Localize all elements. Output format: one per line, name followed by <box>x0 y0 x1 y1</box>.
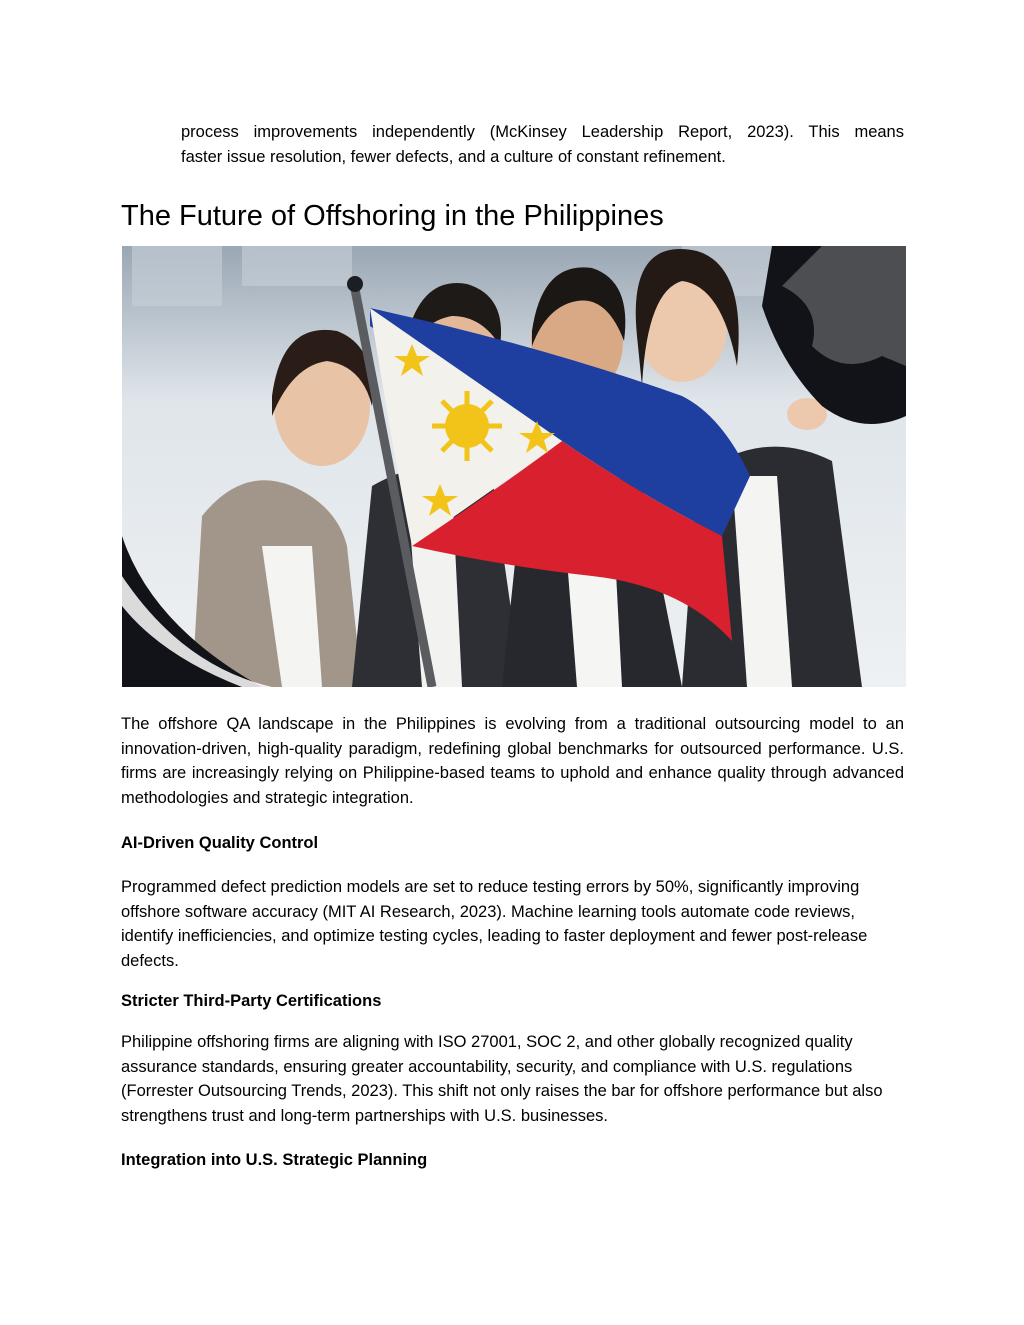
paragraph-third-party-certifications: Philippine offshoring firms are aligning with ISO 27001, SOC 2, and other globally recognized quality assurance standards, ensuring greater accountability, security, and compliance with U.S. regulations (Forrester Outsourcing Trends, 2023). This shift not only raises the bar for offshore performance but also strengthens trust and long-term partnerships with U.S. businesses. <box>121 1033 883 1125</box>
intro-line-1: process improvements independently (McKinsey Leadership Report, 2023). This means <box>181 123 904 141</box>
section-title: The Future of Offshoring in the Philippines <box>121 200 664 232</box>
hero-illustration <box>122 246 906 687</box>
heading-third-party-certifications: Stricter Third-Party Certifications <box>121 992 382 1010</box>
intro-paragraph <box>181 120 904 169</box>
paragraph-ai-driven-quality-control: Programmed defect prediction models are set to reduce testing errors by 50%, significantly improving offshore software accuracy (MIT AI Research, 2023). Machine learning tools automate code reviews, identify inefficiencies, and optimize testing cycles, leading to faster deployment and fewer post-release defects. <box>121 878 868 970</box>
intro-line-2: faster issue resolution, fewer defects, and a culture of constant refinement. <box>181 147 726 166</box>
lead-paragraph: The offshore QA landscape in the Philippines is evolving from a traditional outsourcing model to an innovation-driven, high-quality paradigm, redefining global benchmarks for outsourced performance. U.S. firms are increasingly relying on Philippine-based teams to uphold and enhance quality through advanced methodologies and strategic integration. <box>121 715 904 807</box>
hero-image <box>122 246 906 687</box>
heading-ai-driven-quality-control: AI-Driven Quality Control <box>121 834 319 852</box>
heading-us-strategic-planning: Integration into U.S. Strategic Planning <box>121 1151 428 1169</box>
